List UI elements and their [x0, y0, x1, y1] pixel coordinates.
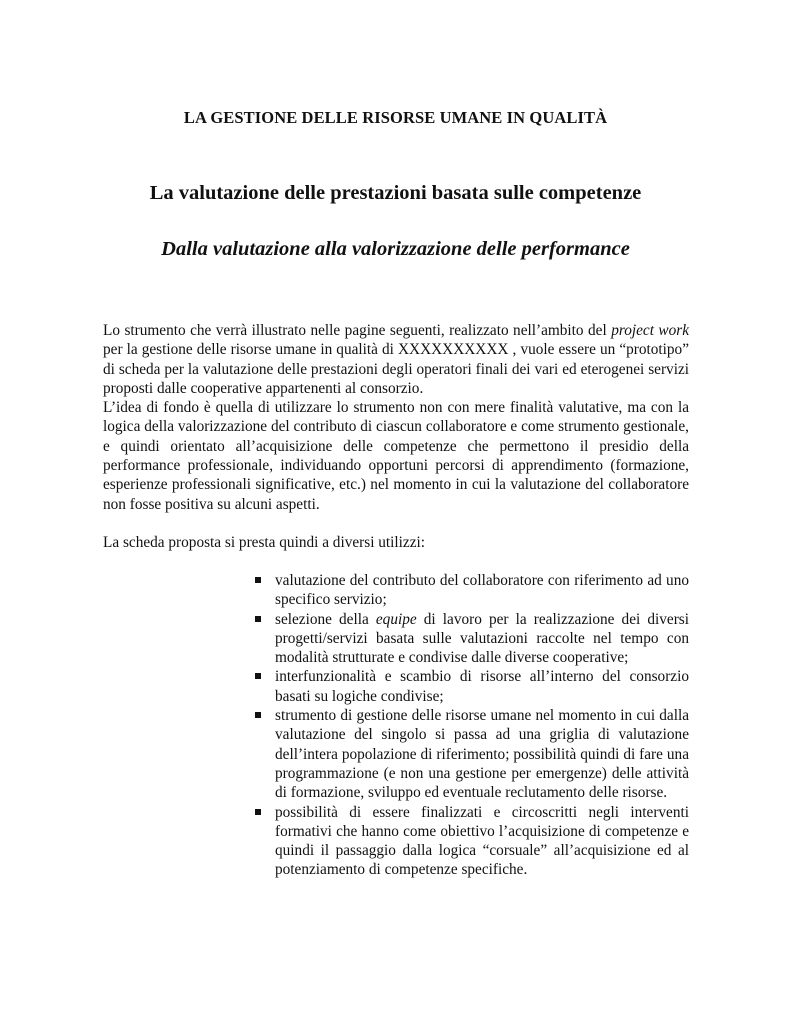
- document-subtitle-italic: Dalla valutazione alla valorizzazione delle performance: [161, 238, 630, 260]
- list-item: [255, 803, 689, 880]
- usage-bullet-list: [255, 571, 689, 880]
- square-bullet-icon: [255, 577, 261, 583]
- document-title: LA GESTIONE DELLE RISORSE UMANE IN QUALITÀ: [183, 108, 608, 127]
- square-bullet-icon: [255, 809, 261, 815]
- intro-section: [103, 321, 689, 514]
- paragraph-usage-intro: La scheda proposta si presta quindi a diversi utilizzi:: [103, 534, 425, 551]
- square-bullet-icon: [255, 712, 261, 718]
- list-item: [255, 610, 689, 668]
- list-item-text-1: selezione della: [275, 610, 376, 628]
- list-item-text: strumento di gestione delle risorse umane nel momento in cui dalla valutazione del singolo si passa ad una griglia di valutazione dell’intera popolazione di riferimento; possibilità quindi di fare una programmazione (e non una gestione per emergenze) delle attività di formazione, sviluppo ed eventuale reclutamento delle risorse.: [275, 707, 689, 802]
- document-subtitle: La valutazione delle prestazioni basata sulle competenze: [149, 182, 642, 204]
- list-item-text: interfunzionalità e scambio di risorse all’interno del consorzio basati su logiche condivise;: [275, 668, 689, 705]
- paragraph-intro-text-2: per la gestione delle risorse umane in qualità di XXXXXXXXXX , vuole essere un “prototipo” di scheda per la valutazione delle prestazioni degli operatori finali dei vari ed eterogenei servizi proposti dalle cooperative appartenenti al consorzio.: [103, 341, 689, 397]
- paragraph-idea: L’idea di fondo è quella di utilizzare lo strumento non con mere finalità valutative, ma con la logica della valorizzazione del contributo di ciascun collaboratore e come strumento gestionale, e quindi orientato all’acquisizione delle competenze che permettono il presidio della performance professionale, individuando opportuni percorsi di apprendimento (formazione, esperienze professionali significative, etc.) nel momento in cui la valutazione del collaboratore non fosse positiva su alcuni aspetti.: [103, 399, 689, 513]
- list-item: [255, 571, 689, 610]
- list-item: [255, 667, 689, 706]
- usage-intro-section: [103, 533, 689, 552]
- list-item-text: possibilità di essere finalizzati e circoscritti negli interventi formativi che hanno come obiettivo l’acquisizione di competenze e quindi il passaggio dalla logica “corsuale” all’acquisizione ed al potenziamento di competenze specifiche.: [275, 803, 689, 879]
- list-item: [255, 706, 689, 802]
- paragraph-intro: [103, 321, 689, 398]
- paragraph-intro-text-1: Lo strumento che verrà illustrato nelle pagine seguenti, realizzato nell’ambito del: [103, 322, 612, 339]
- square-bullet-icon: [255, 673, 261, 679]
- paragraph-intro-italic: project work: [611, 322, 689, 339]
- list-item-italic: equipe: [375, 610, 417, 628]
- square-bullet-icon: [255, 616, 261, 622]
- list-item-text: valutazione del contributo del collaboratore con riferimento ad uno specifico servizio;: [275, 572, 689, 609]
- list-item-text-2: di lavoro per la realizzazione dei diversi progetti/servizi basata sulle valutazioni raccolte nel tempo con modalità strutturate e condivise dalle diverse cooperative;: [275, 610, 689, 667]
